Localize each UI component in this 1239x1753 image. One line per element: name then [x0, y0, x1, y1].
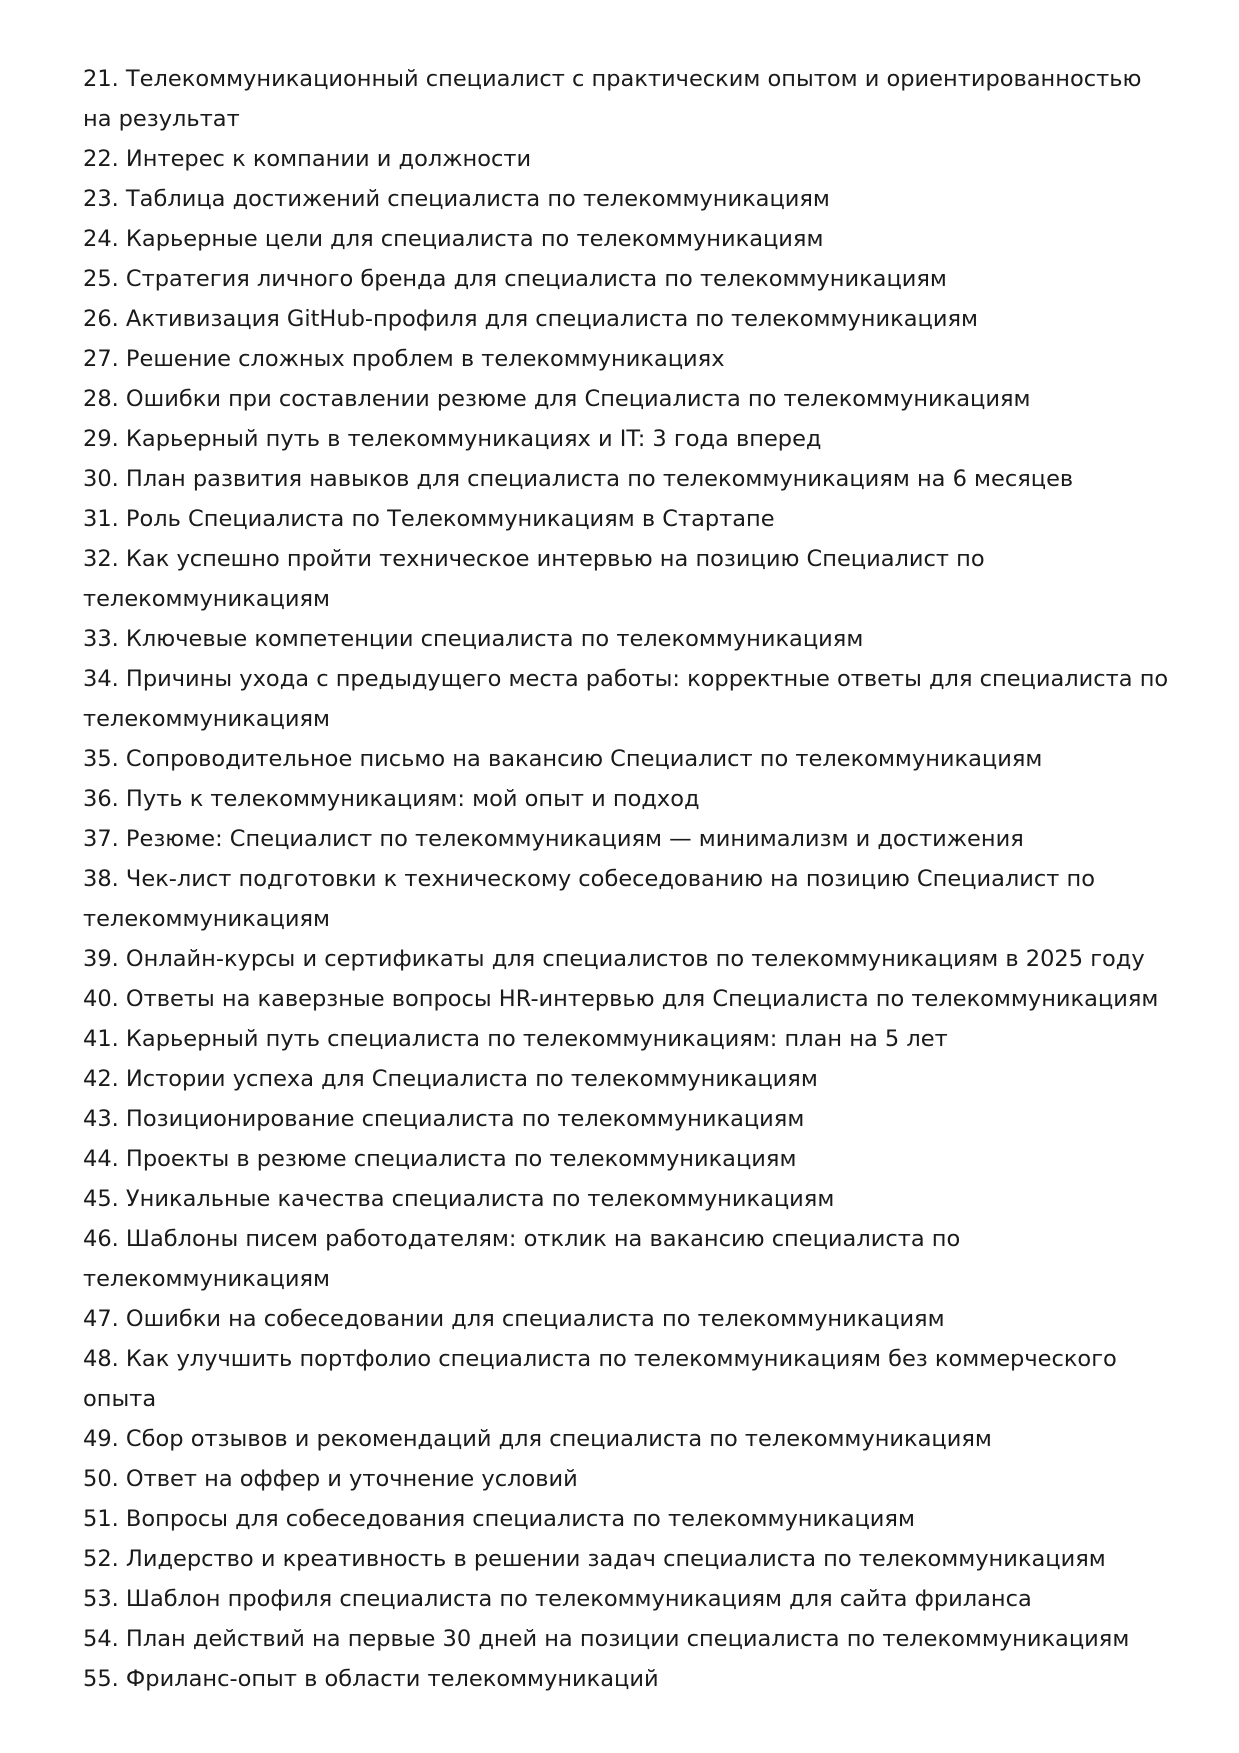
list-item: 34. Причины ухода с предыдущего места работы: корректные ответы для специалиста по телекоммуникациям [83, 666, 1169, 732]
list-item: 27. Решение сложных проблем в телекоммуникациях [83, 346, 725, 372]
list-item: 53. Шаблон профиля специалиста по телекоммуникациям для сайта фриланса [83, 1586, 1032, 1612]
list-item: 45. Уникальные качества специалиста по телекоммуникациям [83, 1186, 835, 1212]
list-item: 40. Ответы на каверзные вопросы HR-интервью для Специалиста по телекоммуникациям [83, 986, 1159, 1012]
list-item: 30. План развития навыков для специалиста по телекоммуникациям на 6 месяцев [83, 466, 1074, 492]
list-item: 43. Позиционирование специалиста по телекоммуникациям [83, 1106, 805, 1132]
list-item: 24. Карьерные цели для специалиста по телекоммуникациям [83, 226, 824, 252]
list-item: 31. Роль Специалиста по Телекоммуникациям в Стартапе [83, 506, 775, 532]
list-item: 25. Стратегия личного бренда для специалиста по телекоммуникациям [83, 266, 947, 292]
list-item: 39. Онлайн-курсы и сертификаты для специалистов по телекоммуникациям в 2025 году [83, 946, 1145, 972]
list-item: 48. Как улучшить портфолио специалиста по телекоммуникациям без коммерческого опыта [83, 1346, 1117, 1412]
list-item: 38. Чек-лист подготовки к техническому собеседованию на позицию Специалист по телекоммуникациям [83, 866, 1096, 932]
topic-list [83, 59, 1173, 1699]
list-item: 41. Карьерный путь специалиста по телекоммуникациям: план на 5 лет [83, 1026, 948, 1052]
list-item: 36. Путь к телекоммуникациям: мой опыт и подход [83, 786, 700, 812]
list-item: 52. Лидерство и креативность в решении задач специалиста по телекоммуникациям [83, 1546, 1106, 1572]
list-item: 33. Ключевые компетенции специалиста по телекоммуникациям [83, 626, 864, 652]
list-item: 23. Таблица достижений специалиста по телекоммуникациям [83, 186, 830, 212]
list-item: 51. Вопросы для собеседования специалиста по телекоммуникациям [83, 1506, 915, 1532]
list-item: 54. План действий на первые 30 дней на позиции специалиста по телекоммуникациям [83, 1626, 1130, 1652]
list-item: 50. Ответ на оффер и уточнение условий [83, 1466, 578, 1492]
list-item: 55. Фриланс-опыт в области телекоммуникаций [83, 1666, 659, 1692]
list-item: 42. Истории успеха для Специалиста по телекоммуникациям [83, 1066, 818, 1092]
list-item: 21. Телекоммуникационный специалист с практическим опытом и ориентированностью на результат [83, 66, 1142, 132]
list-item: 44. Проекты в резюме специалиста по телекоммуникациям [83, 1146, 797, 1172]
list-item: 28. Ошибки при составлении резюме для Специалиста по телекоммуникациям [83, 386, 1031, 412]
list-item: 46. Шаблоны писем работодателям: отклик на вакансию специалиста по телекоммуникациям [83, 1226, 961, 1292]
list-item: 26. Активизация GitHub-профиля для специалиста по телекоммуникациям [83, 306, 978, 332]
list-item: 47. Ошибки на собеседовании для специалиста по телекоммуникациям [83, 1306, 945, 1332]
document-page [83, 59, 1173, 1699]
list-item: 35. Сопроводительное письмо на вакансию Специалист по телекоммуникациям [83, 746, 1043, 772]
list-item: 32. Как успешно пройти техническое интервью на позицию Специалист по телекоммуникациям [83, 546, 985, 612]
list-item: 29. Карьерный путь в телекоммуникациях и IT: 3 года вперед [83, 426, 822, 452]
list-item: 37. Резюме: Специалист по телекоммуникациям — минимализм и достижения [83, 826, 1024, 852]
list-item: 22. Интерес к компании и должности [83, 146, 532, 172]
list-item: 49. Сбор отзывов и рекомендаций для специалиста по телекоммуникациям [83, 1426, 992, 1452]
